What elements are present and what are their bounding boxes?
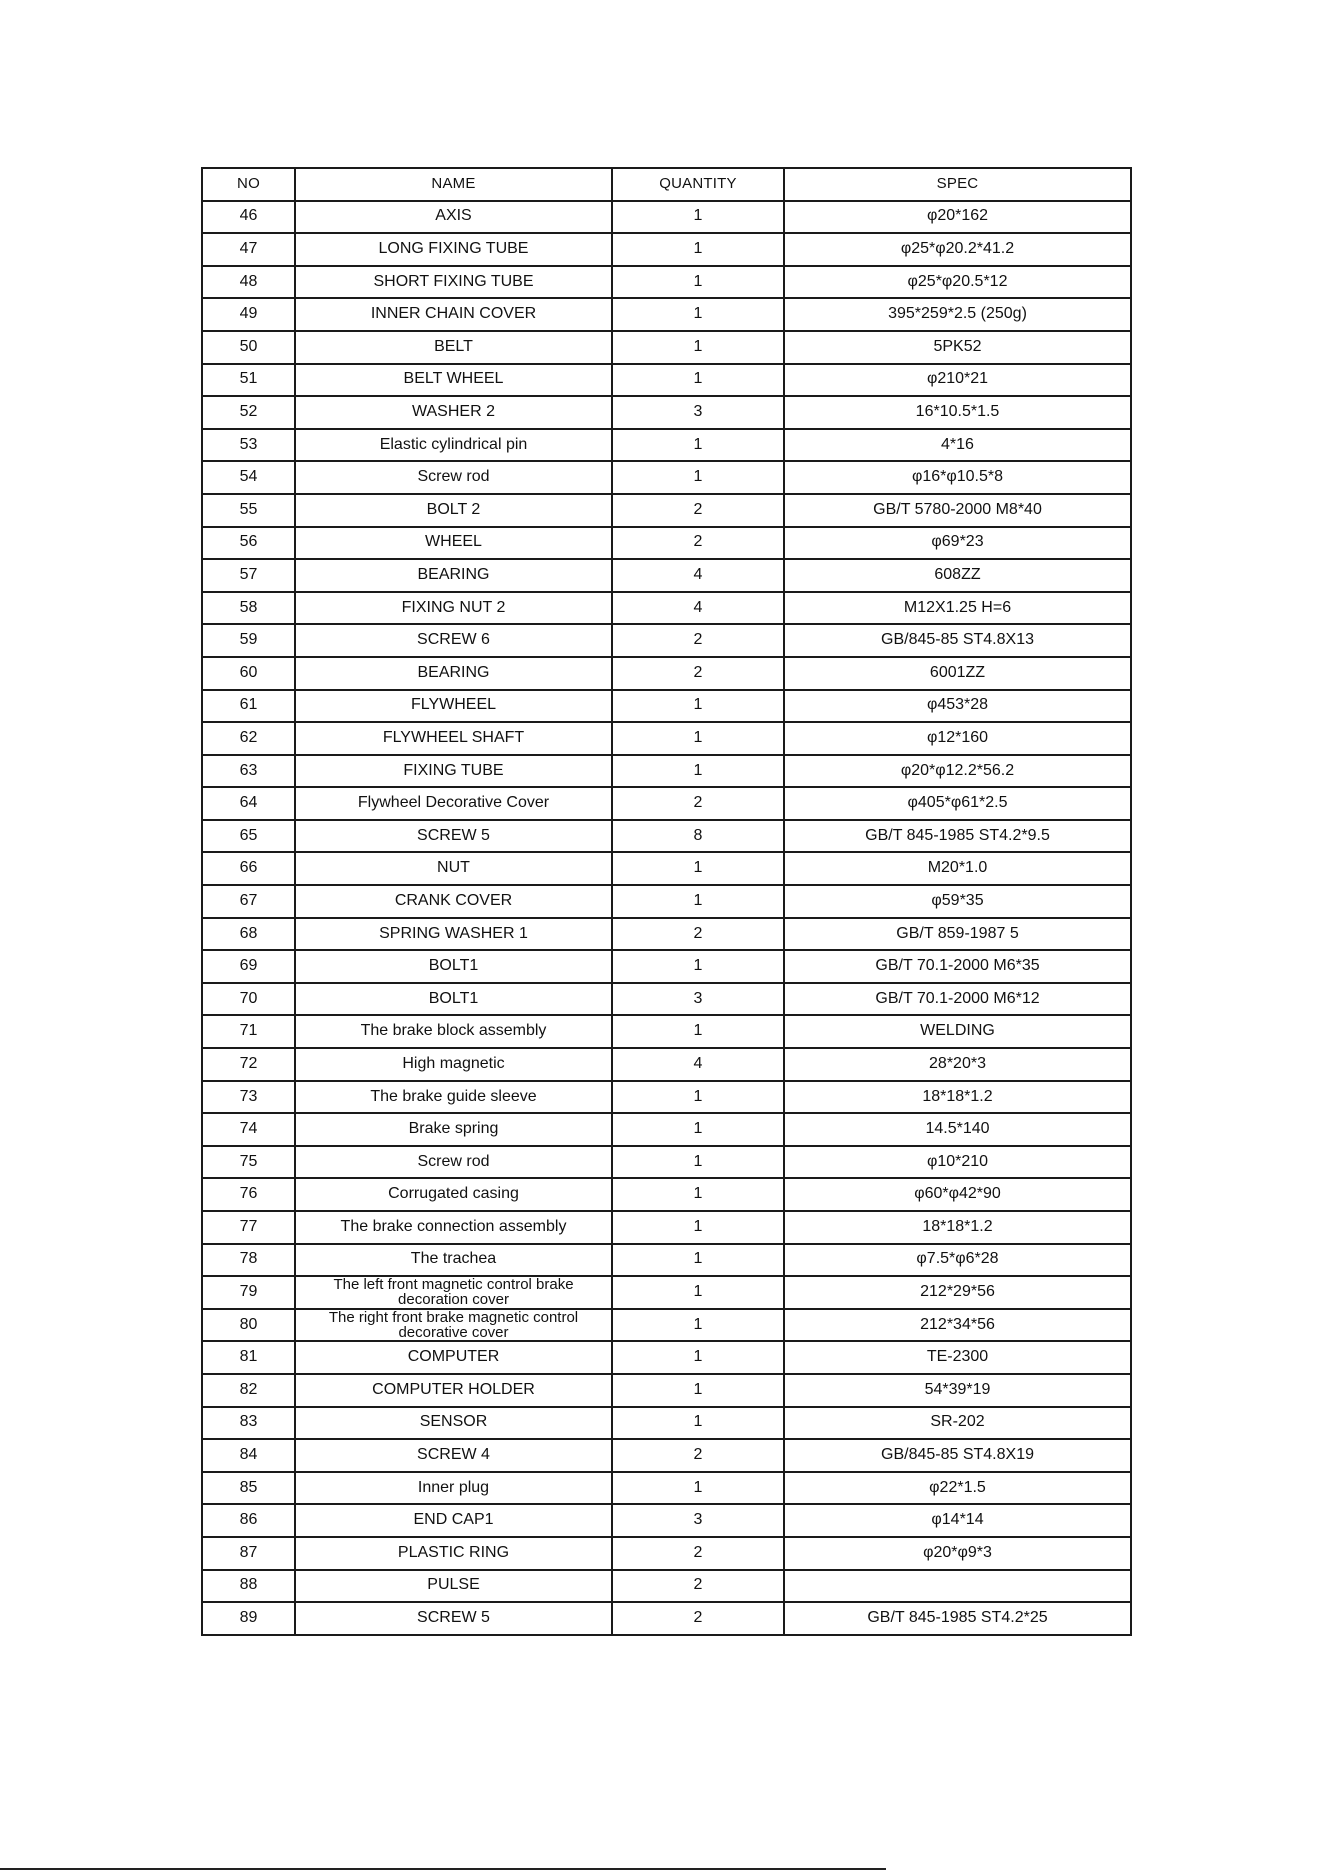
cell-name: The right front brake magnetic control decorative cover (295, 1309, 612, 1342)
cell-quantity: 1 (612, 201, 784, 234)
table-row (202, 624, 1131, 657)
cell-spec: GB/T 70.1-2000 M6*12 (784, 983, 1131, 1016)
cell-no: 88 (202, 1570, 295, 1603)
cell-no: 60 (202, 657, 295, 690)
table-row (202, 722, 1131, 755)
cell-quantity: 4 (612, 592, 784, 625)
cell-quantity: 1 (612, 1081, 784, 1114)
header-no: NO (202, 168, 295, 201)
cell-quantity: 1 (612, 461, 784, 494)
cell-spec: φ22*1.5 (784, 1472, 1131, 1505)
table-row (202, 1472, 1131, 1505)
cell-name: SCREW 5 (295, 1602, 612, 1635)
cell-spec: φ210*21 (784, 364, 1131, 397)
parts-list-table (201, 167, 1132, 1636)
cell-name: LONG FIXING TUBE (295, 233, 612, 266)
cell-no: 72 (202, 1048, 295, 1081)
cell-spec: 212*29*56 (784, 1276, 1131, 1309)
cell-name: FLYWHEEL (295, 690, 612, 723)
cell-spec: 6001ZZ (784, 657, 1131, 690)
cell-no: 71 (202, 1015, 295, 1048)
cell-name: The trachea (295, 1244, 612, 1277)
cell-spec: φ7.5*φ6*28 (784, 1244, 1131, 1277)
cell-quantity: 1 (612, 1211, 784, 1244)
cell-no: 69 (202, 950, 295, 983)
cell-quantity: 1 (612, 1472, 784, 1505)
cell-spec: φ69*23 (784, 527, 1131, 560)
cell-quantity: 1 (612, 1341, 784, 1374)
cell-name: PULSE (295, 1570, 612, 1603)
cell-spec: φ20*φ9*3 (784, 1537, 1131, 1570)
cell-no: 50 (202, 331, 295, 364)
cell-spec: 28*20*3 (784, 1048, 1131, 1081)
cell-quantity: 4 (612, 559, 784, 592)
cell-spec: TE-2300 (784, 1341, 1131, 1374)
cell-name: SPRING WASHER 1 (295, 918, 612, 951)
bottom-divider-line (0, 1868, 886, 1870)
cell-name: COMPUTER HOLDER (295, 1374, 612, 1407)
cell-quantity: 2 (612, 1537, 784, 1570)
table-row (202, 233, 1131, 266)
cell-no: 59 (202, 624, 295, 657)
cell-quantity: 2 (612, 787, 784, 820)
cell-quantity: 2 (612, 527, 784, 560)
cell-quantity: 1 (612, 1146, 784, 1179)
table-row (202, 364, 1131, 397)
cell-quantity: 2 (612, 1570, 784, 1603)
table-row (202, 559, 1131, 592)
cell-no: 63 (202, 755, 295, 788)
cell-spec: 54*39*19 (784, 1374, 1131, 1407)
cell-name: Brake spring (295, 1113, 612, 1146)
cell-name: The brake block assembly (295, 1015, 612, 1048)
table-row (202, 1341, 1131, 1374)
cell-spec: φ14*14 (784, 1504, 1131, 1537)
cell-spec: 4*16 (784, 429, 1131, 462)
cell-no: 65 (202, 820, 295, 853)
cell-name: The brake guide sleeve (295, 1081, 612, 1114)
cell-spec: φ25*φ20.2*41.2 (784, 233, 1131, 266)
cell-name: SCREW 5 (295, 820, 612, 853)
cell-no: 78 (202, 1244, 295, 1277)
cell-spec: 18*18*1.2 (784, 1211, 1131, 1244)
cell-no: 58 (202, 592, 295, 625)
cell-no: 51 (202, 364, 295, 397)
cell-quantity: 1 (612, 755, 784, 788)
cell-no: 62 (202, 722, 295, 755)
cell-spec: φ60*φ42*90 (784, 1178, 1131, 1211)
header-name: NAME (295, 168, 612, 201)
cell-no: 84 (202, 1439, 295, 1472)
cell-name: Screw rod (295, 461, 612, 494)
cell-name: BELT WHEEL (295, 364, 612, 397)
cell-no: 89 (202, 1602, 295, 1635)
cell-name: CRANK COVER (295, 885, 612, 918)
cell-quantity: 1 (612, 364, 784, 397)
parts-table-body (202, 201, 1131, 1635)
table-row (202, 1276, 1131, 1309)
cell-spec: M20*1.0 (784, 852, 1131, 885)
cell-quantity: 1 (612, 1113, 784, 1146)
cell-no: 54 (202, 461, 295, 494)
cell-no: 77 (202, 1211, 295, 1244)
cell-name: SCREW 6 (295, 624, 612, 657)
cell-quantity: 3 (612, 983, 784, 1016)
cell-name: FIXING NUT 2 (295, 592, 612, 625)
cell-spec: φ405*φ61*2.5 (784, 787, 1131, 820)
table-row (202, 1015, 1131, 1048)
table-row (202, 1374, 1131, 1407)
cell-no: 80 (202, 1309, 295, 1342)
cell-quantity: 2 (612, 624, 784, 657)
table-row (202, 1178, 1131, 1211)
cell-quantity: 1 (612, 852, 784, 885)
cell-spec: M12X1.25 H=6 (784, 592, 1131, 625)
cell-spec: 18*18*1.2 (784, 1081, 1131, 1114)
cell-name: PLASTIC RING (295, 1537, 612, 1570)
cell-no: 79 (202, 1276, 295, 1309)
cell-no: 64 (202, 787, 295, 820)
table-row (202, 298, 1131, 331)
table-row (202, 885, 1131, 918)
table-row (202, 787, 1131, 820)
cell-name: FIXING TUBE (295, 755, 612, 788)
table-row (202, 657, 1131, 690)
cell-quantity: 1 (612, 1374, 784, 1407)
table-row (202, 755, 1131, 788)
table-row (202, 1570, 1131, 1603)
cell-name: Elastic cylindrical pin (295, 429, 612, 462)
table-row (202, 494, 1131, 527)
cell-quantity: 1 (612, 298, 784, 331)
cell-spec: GB/T 5780-2000 M8*40 (784, 494, 1131, 527)
table-row (202, 1504, 1131, 1537)
table-row (202, 592, 1131, 625)
table-row (202, 1439, 1131, 1472)
cell-name: Inner plug (295, 1472, 612, 1505)
cell-no: 46 (202, 201, 295, 234)
cell-no: 87 (202, 1537, 295, 1570)
cell-no: 82 (202, 1374, 295, 1407)
cell-quantity: 2 (612, 1602, 784, 1635)
cell-quantity: 2 (612, 494, 784, 527)
cell-no: 68 (202, 918, 295, 951)
cell-no: 52 (202, 396, 295, 429)
cell-no: 70 (202, 983, 295, 1016)
cell-spec: 14.5*140 (784, 1113, 1131, 1146)
table-row (202, 1244, 1131, 1277)
cell-no: 67 (202, 885, 295, 918)
cell-quantity: 2 (612, 1439, 784, 1472)
cell-quantity: 1 (612, 266, 784, 299)
table-row (202, 852, 1131, 885)
cell-no: 76 (202, 1178, 295, 1211)
cell-spec: φ453*28 (784, 690, 1131, 723)
cell-spec: 395*259*2.5 (250g) (784, 298, 1131, 331)
cell-no: 48 (202, 266, 295, 299)
table-row (202, 1113, 1131, 1146)
cell-spec: GB/T 845-1985 ST4.2*9.5 (784, 820, 1131, 853)
cell-name: SHORT FIXING TUBE (295, 266, 612, 299)
table-row (202, 1081, 1131, 1114)
cell-name: BOLT 2 (295, 494, 612, 527)
cell-name: FLYWHEEL SHAFT (295, 722, 612, 755)
cell-no: 49 (202, 298, 295, 331)
cell-quantity: 1 (612, 1407, 784, 1440)
cell-spec: φ20*162 (784, 201, 1131, 234)
cell-spec: SR-202 (784, 1407, 1131, 1440)
cell-spec: GB/845-85 ST4.8X13 (784, 624, 1131, 657)
cell-no: 61 (202, 690, 295, 723)
cell-no: 73 (202, 1081, 295, 1114)
cell-quantity: 8 (612, 820, 784, 853)
cell-spec: φ16*φ10.5*8 (784, 461, 1131, 494)
cell-quantity: 3 (612, 396, 784, 429)
table-row (202, 1537, 1131, 1570)
cell-name: WASHER 2 (295, 396, 612, 429)
cell-name: Corrugated casing (295, 1178, 612, 1211)
cell-no: 55 (202, 494, 295, 527)
cell-name: BELT (295, 331, 612, 364)
cell-name: SCREW 4 (295, 1439, 612, 1472)
cell-spec: GB/T 845-1985 ST4.2*25 (784, 1602, 1131, 1635)
cell-spec: φ59*35 (784, 885, 1131, 918)
table-row (202, 1602, 1131, 1635)
cell-name: NUT (295, 852, 612, 885)
table-row (202, 1211, 1131, 1244)
header-spec: SPEC (784, 168, 1131, 201)
cell-quantity: 2 (612, 918, 784, 951)
cell-name: END CAP1 (295, 1504, 612, 1537)
cell-no: 86 (202, 1504, 295, 1537)
table-row (202, 1407, 1131, 1440)
cell-name: SENSOR (295, 1407, 612, 1440)
cell-no: 75 (202, 1146, 295, 1179)
table-row (202, 461, 1131, 494)
cell-no: 53 (202, 429, 295, 462)
cell-name: High magnetic (295, 1048, 612, 1081)
cell-spec: φ20*φ12.2*56.2 (784, 755, 1131, 788)
cell-no: 83 (202, 1407, 295, 1440)
cell-no: 81 (202, 1341, 295, 1374)
cell-quantity: 1 (612, 233, 784, 266)
table-row (202, 527, 1131, 560)
cell-spec: φ12*160 (784, 722, 1131, 755)
cell-no: 47 (202, 233, 295, 266)
cell-spec: φ10*210 (784, 1146, 1131, 1179)
table-row (202, 266, 1131, 299)
table-row (202, 950, 1131, 983)
cell-name: WHEEL (295, 527, 612, 560)
cell-spec: 5PK52 (784, 331, 1131, 364)
cell-name: BOLT1 (295, 983, 612, 1016)
cell-no: 57 (202, 559, 295, 592)
cell-spec: 212*34*56 (784, 1309, 1131, 1342)
table-row (202, 331, 1131, 364)
cell-quantity: 1 (612, 722, 784, 755)
cell-no: 66 (202, 852, 295, 885)
cell-spec: φ25*φ20.5*12 (784, 266, 1131, 299)
cell-no: 56 (202, 527, 295, 560)
cell-quantity: 4 (612, 1048, 784, 1081)
cell-quantity: 1 (612, 1276, 784, 1309)
cell-spec: 608ZZ (784, 559, 1131, 592)
table-row (202, 1309, 1131, 1342)
table-row (202, 201, 1131, 234)
table-row (202, 1048, 1131, 1081)
cell-quantity: 1 (612, 1015, 784, 1048)
cell-spec: WELDING (784, 1015, 1131, 1048)
cell-quantity: 1 (612, 429, 784, 462)
table-row (202, 1146, 1131, 1179)
cell-name: AXIS (295, 201, 612, 234)
cell-quantity: 2 (612, 657, 784, 690)
cell-name: COMPUTER (295, 1341, 612, 1374)
cell-name: BEARING (295, 657, 612, 690)
cell-name: BOLT1 (295, 950, 612, 983)
cell-name: Flywheel Decorative Cover (295, 787, 612, 820)
cell-quantity: 1 (612, 885, 784, 918)
cell-name: BEARING (295, 559, 612, 592)
cell-spec: GB/T 70.1-2000 M6*35 (784, 950, 1131, 983)
table-row (202, 983, 1131, 1016)
cell-quantity: 1 (612, 950, 784, 983)
header-quantity: QUANTITY (612, 168, 784, 201)
cell-name: The brake connection assembly (295, 1211, 612, 1244)
table-row (202, 918, 1131, 951)
table-row (202, 396, 1131, 429)
cell-spec: GB/845-85 ST4.8X19 (784, 1439, 1131, 1472)
table-row (202, 429, 1131, 462)
table-row (202, 820, 1131, 853)
cell-quantity: 1 (612, 1244, 784, 1277)
table-row (202, 690, 1131, 723)
cell-quantity: 1 (612, 1309, 784, 1342)
cell-quantity: 1 (612, 1178, 784, 1211)
cell-name: The left front magnetic control brake decoration cover (295, 1276, 612, 1309)
cell-no: 74 (202, 1113, 295, 1146)
cell-quantity: 3 (612, 1504, 784, 1537)
cell-spec: 16*10.5*1.5 (784, 396, 1131, 429)
cell-name: Screw rod (295, 1146, 612, 1179)
cell-no: 85 (202, 1472, 295, 1505)
cell-quantity: 1 (612, 331, 784, 364)
cell-spec (784, 1570, 1131, 1603)
cell-spec: GB/T 859-1987 5 (784, 918, 1131, 951)
cell-name: INNER CHAIN COVER (295, 298, 612, 331)
table-header-row (202, 168, 1131, 201)
cell-quantity: 1 (612, 690, 784, 723)
